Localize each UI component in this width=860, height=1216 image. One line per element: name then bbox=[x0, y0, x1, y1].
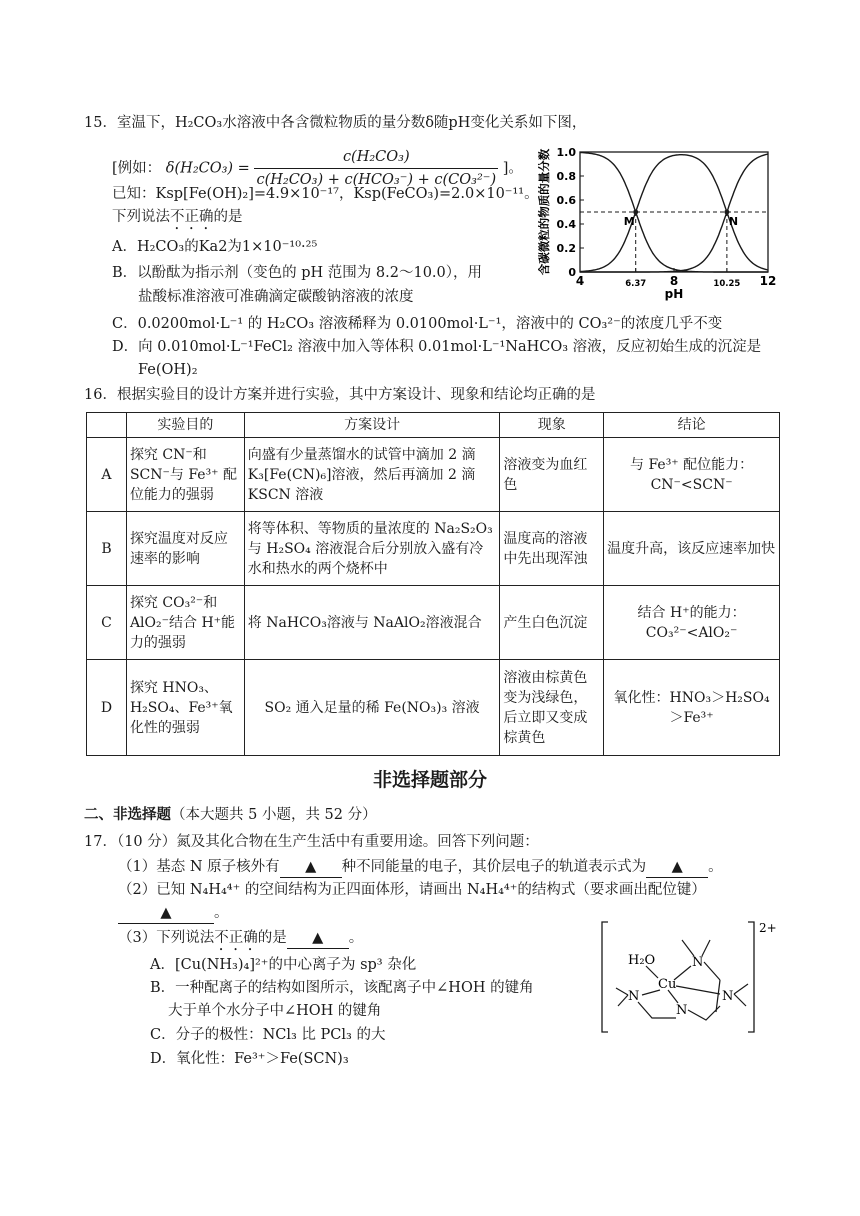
q15-stem: 15．室温下，H₂CO₃水溶液中各含微粒物质的量分数δ随pH变化关系如下图， bbox=[84, 115, 587, 131]
q15-ask-emphasis: 不正确 bbox=[170, 209, 214, 225]
complex-ion-structure bbox=[596, 918, 786, 1036]
row-design: 将等体积、等物质的量浓度的 Na₂S₂O₃ 与 H₂SO₄ 溶液混合后分别放入盛有冷水和热水的两个烧杯中 bbox=[244, 512, 500, 586]
q15-example-suffix: ]。 bbox=[502, 160, 523, 177]
answer-blank[interactable] bbox=[280, 857, 342, 878]
q17-part1 bbox=[118, 857, 723, 878]
header-cell bbox=[87, 413, 127, 438]
q17-part3-emphasis: 不正确 bbox=[214, 930, 258, 946]
table-row bbox=[87, 438, 780, 512]
q15-option-b-line1: B．以酚酞为指示剂（变色的 pH 范围为 8.2～10.0），用 bbox=[112, 265, 483, 281]
y-axis-label: 含碳微粒的物质的量分数 bbox=[537, 148, 551, 276]
x-tick-label: 12 bbox=[759, 274, 777, 288]
blank-marker: ▲ bbox=[305, 859, 317, 875]
experiment-table bbox=[86, 412, 780, 756]
blank-marker: ▲ bbox=[671, 859, 683, 875]
q15-option-a: A．H₂CO₃的Ka2为1×10⁻¹⁰·²⁵ bbox=[112, 239, 318, 255]
row-phenomenon: 溶液变为血红色 bbox=[500, 438, 604, 512]
table-row bbox=[87, 660, 780, 756]
q15-option-c: C．0.0200mol·L⁻¹ 的 H₂CO₃ 溶液稀释为 0.0100mol·L⁻¹，溶液中的 CO₃²⁻的浓度几乎不变 bbox=[112, 316, 723, 332]
nitrogen-atom: N bbox=[692, 955, 704, 970]
section-subtitle-rest: （本大题共 5 小题，共 52 分） bbox=[171, 807, 377, 823]
row-key: C bbox=[87, 586, 127, 660]
y-tick-label: 0.8 bbox=[556, 170, 576, 183]
q17-part3-pre: （3）下列说法 bbox=[118, 930, 215, 946]
q17-option-a: A．[Cu(NH₃)₄]²⁺的中心离子为 sp³ 杂化 bbox=[150, 957, 417, 973]
point-M bbox=[633, 210, 638, 215]
header-cell: 现象 bbox=[500, 413, 604, 438]
copper-center: Cu bbox=[658, 977, 677, 992]
q17-part3-post: 的是 bbox=[257, 930, 287, 946]
row-key: D bbox=[87, 660, 127, 756]
q17-part2: （2）已知 N₄H₄⁴⁺ 的空间结构为正四面体形，请画出 N₄H₄⁴⁺的结构式（要求画出配位键） bbox=[118, 882, 706, 898]
complex-charge: 2+ bbox=[759, 921, 777, 935]
table-header-row bbox=[87, 413, 780, 438]
point-label-N: N bbox=[728, 215, 739, 228]
y-tick-label: 0.6 bbox=[556, 194, 576, 207]
q17-part3 bbox=[118, 928, 363, 954]
section-subtitle-bold: 二、非选择题 bbox=[84, 807, 171, 823]
blank-marker: ▲ bbox=[160, 905, 172, 921]
q17-part2-answer bbox=[118, 903, 229, 924]
row-key: B bbox=[87, 512, 127, 586]
table-row bbox=[87, 586, 780, 660]
x-tick-label: 10.25 bbox=[713, 279, 741, 289]
q15-example-prefix: [例如： bbox=[112, 160, 162, 177]
answer-blank[interactable] bbox=[118, 903, 214, 924]
point-N bbox=[724, 210, 729, 215]
x-tick-label: 6.37 bbox=[625, 279, 647, 289]
q17-part3-end: 。 bbox=[348, 930, 364, 946]
q15-example-numerator: c(H₂CO₃) bbox=[254, 146, 498, 169]
q15-option-b-line2: 盐酸标准溶液可准确滴定碳酸钠溶液的浓度 bbox=[138, 289, 414, 305]
y-tick-label: 0 bbox=[568, 266, 576, 279]
q15-ask bbox=[112, 207, 243, 233]
row-phenomenon: 溶液由棕黄色变为浅绿色，后立即又变成棕黄色 bbox=[500, 660, 604, 756]
q15-example-lhs: δ(H₂CO₃) = bbox=[165, 160, 250, 177]
distribution-chart bbox=[528, 138, 790, 308]
q15-known: 已知：Ksp[Fe(OH)₂]=4.9×10⁻¹⁷，Ksp(FeCO₃)=2.0×10⁻¹¹。 bbox=[112, 186, 539, 202]
q17-part1-text2: 种不同能量的电子，其价层电子的轨道表示式为 bbox=[341, 859, 647, 875]
answer-blank[interactable] bbox=[646, 857, 708, 878]
row-purpose: 探究温度对反应速率的影响 bbox=[126, 512, 244, 586]
y-tick-label: 1.0 bbox=[556, 146, 576, 159]
blank-marker: ▲ bbox=[312, 930, 324, 946]
y-tick-label: 0.4 bbox=[556, 218, 576, 231]
row-purpose: 探究 CN⁻和 SCN⁻与 Fe³⁺ 配位能力的强弱 bbox=[126, 438, 244, 512]
table-row bbox=[87, 512, 780, 586]
row-conclusion: 结合 H⁺的能力：CO₃²⁻<AlO₂⁻ bbox=[604, 586, 780, 660]
y-tick-label: 0.2 bbox=[556, 242, 576, 255]
row-phenomenon: 温度高的溶液中先出现浑浊 bbox=[500, 512, 604, 586]
q17-part1-text: （1）基态 N 原子核外有 bbox=[118, 859, 280, 875]
nitrogen-atom: N bbox=[628, 989, 640, 1004]
row-conclusion: 氧化性：HNO₃＞H₂SO₄＞Fe³⁺ bbox=[604, 660, 780, 756]
nitrogen-atom: N bbox=[722, 989, 734, 1004]
point-label-M: M bbox=[623, 215, 635, 228]
row-design: 向盛有少量蒸馏水的试管中滴加 2 滴 K₃[Fe(CN)₆]溶液，然后再滴加 2 滴 KSCN 溶液 bbox=[244, 438, 500, 512]
nitrogen-atom: N bbox=[676, 1003, 688, 1018]
header-cell: 结论 bbox=[604, 413, 780, 438]
water-ligand: H₂O bbox=[628, 953, 656, 968]
q17-option-c: C．分子的极性：NCl₃ 比 PCl₃ 的大 bbox=[150, 1027, 386, 1043]
answer-blank[interactable] bbox=[287, 928, 349, 949]
header-cell: 实验目的 bbox=[126, 413, 244, 438]
row-purpose: 探究 HNO₃、H₂SO₄、Fe³⁺氧化性的强弱 bbox=[126, 660, 244, 756]
q17-stem: 17．（10 分）氮及其化合物在生产生活中有重要用途。回答下列问题： bbox=[84, 834, 539, 850]
x-tick-label: 4 bbox=[575, 274, 585, 288]
row-purpose: 探究 CO₃²⁻和 AlO₂⁻结合 H⁺能力的强弱 bbox=[126, 586, 244, 660]
row-conclusion: 温度升高，该反应速率加快 bbox=[604, 512, 780, 586]
q15-example-denominator: c(H₂CO₃) + c(HCO₃⁻) + c(CO₃²⁻) bbox=[256, 172, 497, 188]
section-subtitle bbox=[84, 805, 377, 825]
q17-part2-end: 。 bbox=[214, 905, 229, 921]
q17-option-d: D．氧化性：Fe³⁺＞Fe(SCN)₃ bbox=[150, 1051, 349, 1067]
q15-ask-pre: 下列说法 bbox=[112, 209, 170, 225]
section-title: 非选择题部分 bbox=[372, 769, 487, 791]
q17-option-b-line1: B．一种配离子的结构如图所示，该配离子中∠HOH 的键角 bbox=[150, 980, 534, 996]
header-cell: 方案设计 bbox=[244, 413, 500, 438]
row-phenomenon: 产生白色沉淀 bbox=[500, 586, 604, 660]
series-line-CO3 2- bbox=[580, 154, 768, 272]
series-line-HCO3- bbox=[580, 155, 768, 272]
q17-part1-end: 。 bbox=[708, 859, 723, 875]
row-conclusion: 与 Fe³⁺ 配位能力：CN⁻<SCN⁻ bbox=[604, 438, 780, 512]
q16-stem: 16．根据实验目的设计方案并进行实验，其中方案设计、现象和结论均正确的是 bbox=[84, 387, 596, 403]
row-design: SO₂ 通入足量的稀 Fe(NO₃)₃ 溶液 bbox=[244, 660, 500, 756]
q17-option-b-line2: 大于单个水分子中∠HOH 的键角 bbox=[168, 1003, 382, 1019]
row-key: A bbox=[87, 438, 127, 512]
x-tick-label: 8 bbox=[669, 274, 679, 288]
q15-ask-post: 的是 bbox=[213, 209, 243, 225]
q15-option-d-line1: D．向 0.010mol·L⁻¹FeCl₂ 溶液中加入等体积 0.01mol·L⁻¹NaHCO₃ 溶液，反应初始生成的沉淀是 bbox=[112, 339, 762, 355]
x-axis-label: pH bbox=[664, 287, 684, 301]
row-design: 将 NaHCO₃溶液与 NaAlO₂溶液混合 bbox=[244, 586, 500, 660]
q15-option-d-line2: Fe(OH)₂ bbox=[138, 362, 198, 378]
